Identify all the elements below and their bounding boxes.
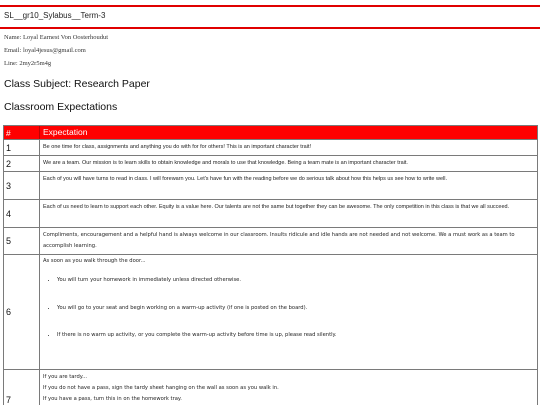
- header-number: #: [4, 126, 40, 139]
- list-item: • If there is no warm up activity, or you complete the warm-up activity before time is up, please read silently.: [57, 331, 534, 340]
- table-header-row: [4, 126, 537, 140]
- meta-name: Name: Loyal Earnest Von Oosterhoudut: [4, 34, 109, 41]
- table-row: [4, 140, 537, 156]
- row-number: 5: [4, 228, 40, 254]
- row-text: Each of you will have turns to read in class. I will forewarn you. Let's have fun with the reading before we do serious talk about how this helps us see how to write well.: [43, 176, 447, 182]
- table-row: [4, 156, 537, 172]
- row-line: If you do not have a pass, sign the tardy sheet hanging on the wall as soon as you walk in.: [43, 385, 279, 391]
- row-line: If you are tardy...: [43, 374, 88, 380]
- row-line: If you have a pass, turn this in on the homework tray.: [43, 396, 182, 402]
- row-number: 6: [4, 255, 40, 369]
- table-row: [4, 255, 537, 370]
- table-row: [4, 228, 537, 255]
- table-row: [4, 172, 537, 200]
- row-number: 7: [4, 370, 40, 405]
- row-number: 2: [4, 156, 40, 171]
- meta-email: Email: loyal4jesus@gmail.com: [4, 47, 86, 54]
- class-subject-heading: Class Subject: Research Paper: [4, 78, 150, 90]
- row-text: Compliments, encouragement and a helpful hand is always welcome in our classroom. Insults ridicule and idle hands are not needed and not welcome. We a must work as a team to accomplish learning.: [43, 232, 515, 249]
- title-underline: [0, 27, 540, 29]
- row-text: Each of us need to learn to support each other. Equity is a value here. Our talents are not the same but together they can be awesome. The only competition in this class is that we all succeed.: [43, 204, 510, 210]
- top-rule: [0, 5, 540, 7]
- bullet-list: [43, 276, 534, 340]
- row-intro: As soon as you walk through the door...: [43, 258, 146, 264]
- row-number: 3: [4, 172, 40, 199]
- table-row: [4, 370, 537, 405]
- row-number: 4: [4, 200, 40, 227]
- document-title: SL__gr10_Sylabus__Term-3: [4, 11, 106, 20]
- row-text: We are a team. Our mission is to learn skills to obtain knowledge and morals to use that knowledge. Being a team mate is an important character trait.: [43, 160, 408, 167]
- list-item: • You will go to your seat and begin working on a warm-up activity (if one is posted on the board).: [57, 304, 534, 313]
- table-row: [4, 200, 537, 228]
- row-text: Be one time for class, assignments and anything you do with for for others! This is an important character trait!: [43, 144, 311, 151]
- expectations-table: [3, 125, 538, 405]
- expectations-heading: Classroom Expectations: [4, 101, 118, 113]
- meta-line: Line: 2my2r5m4g: [4, 60, 52, 67]
- row-content: [40, 370, 537, 405]
- row-content: [40, 255, 537, 369]
- row-number: 1: [4, 140, 40, 155]
- header-expectation: Expectation: [43, 127, 88, 138]
- list-item: • You will turn your homework in immediately unless directed otherwise.: [57, 276, 534, 285]
